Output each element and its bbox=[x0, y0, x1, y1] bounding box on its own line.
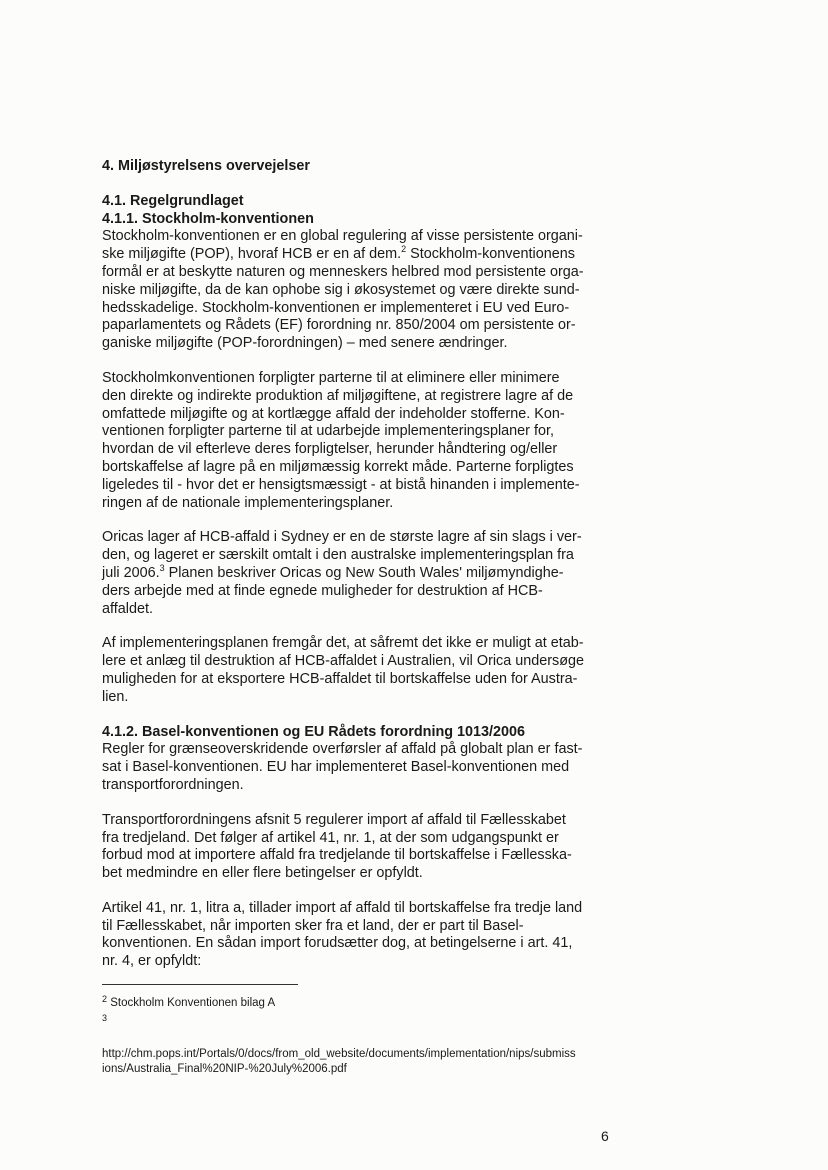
footnote-3-marker bbox=[102, 1011, 622, 1030]
text-line: sat i Basel-konventionen. EU har implementeret Basel-konventionen med bbox=[102, 759, 570, 776]
paragraph-orica-stock bbox=[102, 529, 622, 618]
text-line: lere et anlæg til destruktion af HCB-affaldet i Australien, vil Orica undersøge bbox=[102, 653, 585, 670]
text-line: ventionen forpligter parterne til at udarbejde implementeringsplaner for, bbox=[102, 423, 554, 440]
text-line: niske miljøgifte, da de kan ophobe sig i økosystemet og være direkte sund- bbox=[102, 281, 580, 298]
paragraph-article-41 bbox=[102, 900, 622, 971]
text-line: lien. bbox=[102, 688, 129, 705]
text-segment: Planen beskriver Oricas og New South Wales' miljømyndighe- bbox=[164, 564, 564, 581]
text-line: Regler for grænseoverskridende overførsler af affald på globalt plan er fast- bbox=[102, 741, 583, 758]
text-line: den direkte og indirekte produktion af miljøgiftene, at registrere lagre af de bbox=[102, 387, 574, 404]
document-body bbox=[102, 158, 622, 988]
footnote-divider bbox=[102, 984, 298, 985]
text-line: forbud mod at importere affald fra tredjelande til bortskaffelse i Fællesska- bbox=[102, 847, 572, 864]
paragraph-basel-intro bbox=[102, 741, 622, 794]
text-line: ganiske miljøgifte (POP-forordningen) – med senere ændringer. bbox=[102, 335, 508, 352]
section-heading-4-1-1: 4.1.1. Stockholm-konventionen bbox=[102, 210, 314, 227]
text-line: affaldet. bbox=[102, 600, 153, 617]
text-line: formål er at beskytte naturen og menneskers helbred mod persistente orga- bbox=[102, 263, 584, 280]
text-line: ders arbejde med at finde egnede muligheder for destruktion af HCB- bbox=[102, 582, 543, 599]
paragraph-stockholm-intro bbox=[102, 228, 622, 353]
text-line: bet medmindre en eller flere betingelser er opfyldt. bbox=[102, 865, 423, 882]
page-number: 6 bbox=[601, 1128, 609, 1144]
text-line: hvordan de vil efterleve deres forpligtelser, herunder håndtering og/eller bbox=[102, 441, 558, 458]
text-line: nr. 4, er opfyldt: bbox=[102, 953, 202, 970]
text-line: Af implementeringsplanen fremgår det, at såfremt det ikke er muligt at etab- bbox=[102, 635, 584, 652]
footnote-url-line[interactable]: ions/Australia_Final%20NIP-%20July%2006.pdf bbox=[102, 1062, 347, 1075]
text-line: Stockholm-konventionen er en global regulering af visse persistente organi- bbox=[102, 228, 583, 245]
text-line: Stockholmkonventionen forpligter parterne til at eliminere eller minimere bbox=[102, 369, 560, 386]
text-line: den, og lageret er særskilt omtalt i den australske implementeringsplan fra bbox=[102, 547, 574, 564]
text-line: konventionen. En sådan import forudsætter dog, at betingelserne i art. 41, bbox=[102, 935, 573, 952]
text-line: Oricas lager af HCB-affald i Sydney er en de største lagre af sin slags i ver- bbox=[102, 529, 582, 546]
text-line: Artikel 41, nr. 1, litra a, tillader import af affald til bortskaffelse fra tredje land bbox=[102, 899, 583, 916]
footnote-marker: 3 bbox=[102, 1012, 108, 1023]
text-line: bortskaffelse af lagre på en miljømæssig korrekt måde. Parterne forpligtes bbox=[102, 458, 574, 475]
text-line: Transportforordningens afsnit 5 regulerer import af affald til Fællesskabet bbox=[102, 811, 566, 828]
text-line: til Fællesskabet, når importen sker fra et land, der er part til Basel- bbox=[102, 917, 524, 934]
footnote-marker: 2 bbox=[102, 994, 108, 1004]
section-heading-4-1-2: 4.1.2. Basel-konventionen og EU Rådets forordning 1013/2006 bbox=[102, 723, 526, 740]
footnotes bbox=[102, 992, 622, 1076]
section-heading-4: 4. Miljøstyrelsens overvejelser bbox=[102, 158, 310, 174]
text-line: transportforordningen. bbox=[102, 776, 244, 793]
text-line: fra tredjeland. Det følger af artikel 41, nr. 1, at der som udgangspunkt er bbox=[102, 829, 559, 846]
footnote-ref-2[interactable]: 2 bbox=[401, 244, 407, 255]
text-segment: ske miljøgifte (POP), hvoraf HCB er en af dem. bbox=[102, 246, 402, 263]
footnote-url-line[interactable]: http://chm.pops.int/Portals/0/docs/from_old_website/documents/implementation/nips/submiss bbox=[102, 1048, 576, 1060]
footnote-ref-3[interactable]: 3 bbox=[159, 562, 165, 573]
text-line bbox=[102, 246, 622, 264]
paragraph-obligations bbox=[102, 370, 622, 512]
text-line: hedsskadelige. Stockholm-konventionen er implementeret i EU ved Euro- bbox=[102, 299, 570, 316]
text-line: omfattede miljøgifte og at kortlægge affald der indeholder stofferne. Kon- bbox=[102, 405, 565, 422]
text-line: ligeledes til - hvor det er hensigtsmæssigt - at bistå hinanden i implemente- bbox=[102, 476, 580, 493]
text-line bbox=[102, 562, 622, 583]
text-segment: Stockholm-konventionens bbox=[406, 246, 575, 263]
footnote-2 bbox=[102, 992, 622, 1011]
paragraph-implementation-plan bbox=[102, 635, 622, 706]
text-segment: juli 2006. bbox=[102, 564, 160, 581]
section-heading-4-1: 4.1. Regelgrundlaget bbox=[102, 192, 244, 209]
text-line: paparlamentets og Rådets (EF) forordning nr. 850/2004 om persistente or- bbox=[102, 317, 576, 334]
text-line: ringen af de nationale implementeringsplaner. bbox=[102, 494, 394, 511]
text-line: muligheden for at eksportere HCB-affaldet til bortskaffelse uden for Austra- bbox=[102, 670, 578, 687]
paragraph-transport-regulation bbox=[102, 812, 622, 883]
footnote-text: Stockholm Konventionen bilag A bbox=[110, 997, 276, 1009]
footnote-3 bbox=[102, 1047, 622, 1076]
